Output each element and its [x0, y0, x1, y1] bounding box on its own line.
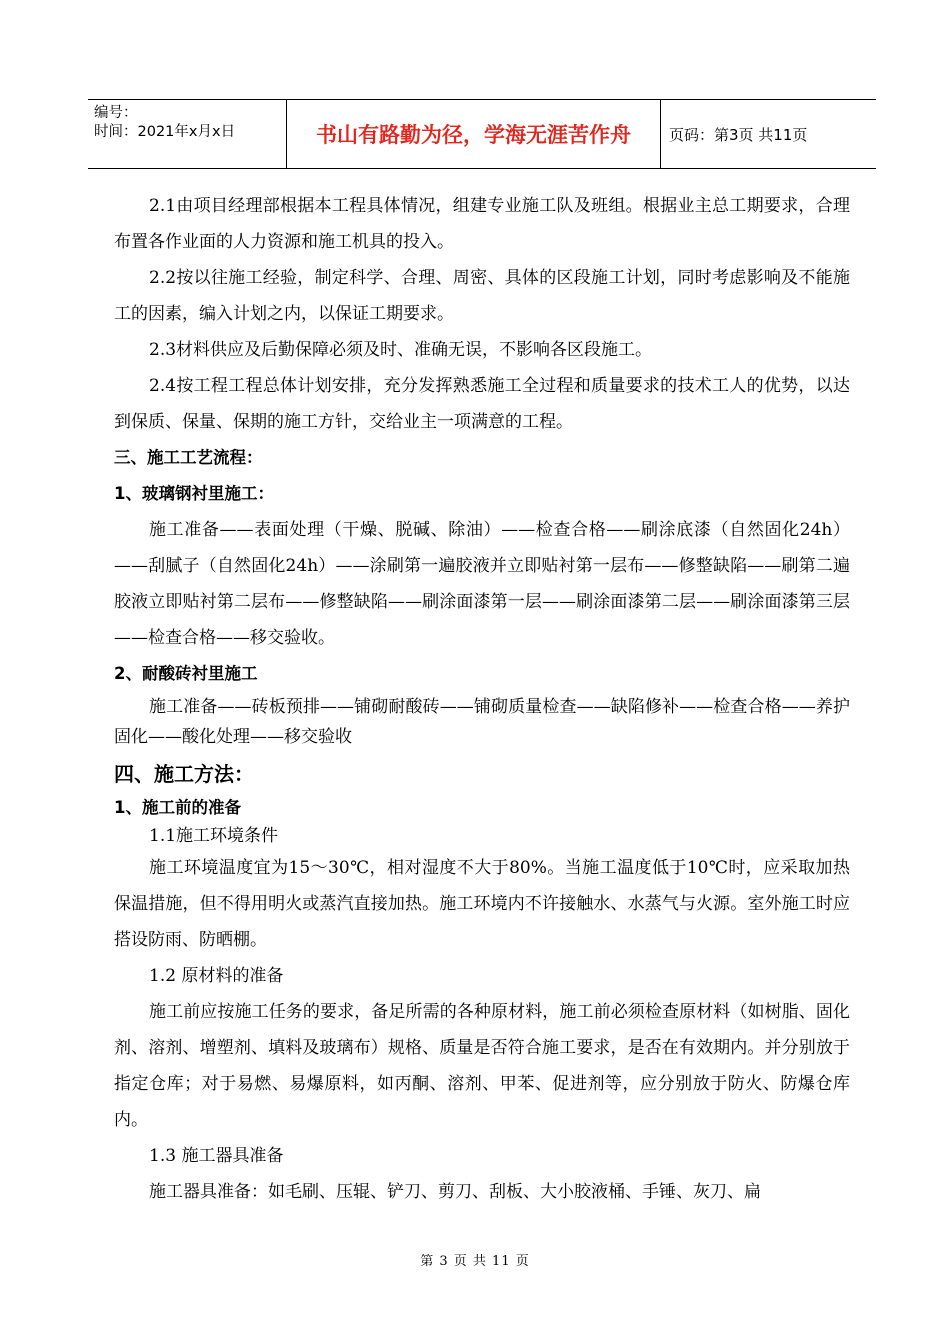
section-4-1-2-title: 1.2 原材料的准备 — [149, 966, 284, 986]
number-label: 编号： — [94, 105, 138, 121]
header-meta — [88, 100, 287, 168]
section-3-title: 三、施工工艺流程： — [114, 448, 263, 467]
paragraph-2-4: 2.4按工程工程总体计划安排，充分发挥熟悉施工全过程和质量要求的技术工人的优势，以达到保质、保量、保期的施工方针，交给业主一项满意的工程。 — [114, 376, 850, 432]
section-4-1-3-text: 施工器具准备：如毛刷、压辊、铲刀、剪刀、刮板、大小胶液桶、手锤、灰刀、扁 — [149, 1182, 761, 1202]
page-footer: 第 3 页 共 11 页 — [420, 1254, 530, 1269]
document-body — [114, 188, 850, 1210]
document-header — [88, 99, 876, 169]
paragraph-2-2: 2.2按以往施工经验，制定科学、合理、周密、具体的区段施工计划，同时考虑影响及不能施工的因素，编入计划之内，以保证工期要求。 — [114, 268, 850, 324]
header-motto: 书山有路勤为径，学海无涯苦作舟 — [287, 100, 661, 168]
section-3-sub2-title: 2、耐酸砖衬里施工 — [114, 664, 258, 683]
paragraph-2-1: 2.1由项目经理部根据本工程具体情况，组建专业施工队及班组。根据业主总工期要求，合理布置各作业面的人力资源和施工机具的投入。 — [114, 196, 850, 252]
section-4-title: 四、施工方法： — [114, 762, 254, 786]
time-label: 时间：2021年x月x日 — [94, 124, 236, 140]
section-3-sub1-text: 施工准备——表面处理（干燥、脱碱、除油）——检查合格——刷涂底漆（自然固化24h）——刮腻子（自然固化24h）——涂刷第一遍胶液并立即贴衬第一层布——修整缺陷——刷第二遍胶液立即贴衬第二层布——修整缺陷——刷涂面漆第一层——刷涂面漆第二层——刷涂面漆第三层——检查合格——移交验收。 — [114, 520, 850, 648]
section-4-1-3-title: 1.3 施工器具准备 — [149, 1146, 284, 1166]
section-4-1-2-text: 施工前应按施工任务的要求，备足所需的各种原材料，施工前必须检查原材料（如树脂、固化剂、溶剂、增塑剂、填料及玻璃布）规格、质量是否符合施工要求，是否在有效期内。并分别放于指定仓库；对于易燃、易爆原料，如丙酮、溶剂、甲苯、促进剂等，应分别放于防火、防爆仓库内。 — [114, 1002, 850, 1130]
paragraph-2-3: 2.3材料供应及后勤保障必须及时、准确无误，不影响各区段施工。 — [149, 340, 653, 360]
section-4-1-1-text: 施工环境温度宜为15～30℃，相对湿度不大于80%。当施工温度低于10℃时，应采取加热保温措施，但不得用明火或蒸汽直接加热。施工环境内不许接触水、水蒸气与火源。室外施工时应搭设防雨、防晒棚。 — [114, 858, 850, 950]
section-4-1-1-title: 1.1施工环境条件 — [149, 826, 279, 846]
section-3-sub1-title: 1、玻璃钢衬里施工： — [114, 484, 274, 503]
section-3-sub2-text: 施工准备——砖板预排——铺砌耐酸砖——铺砌质量检查——缺陷修补——检查合格——养护固化——酸化处理——移交验收 — [114, 697, 850, 747]
section-4-sub1-title: 1、施工前的准备 — [114, 798, 241, 817]
header-page-label: 页码：第3页 共11页 — [669, 125, 808, 144]
